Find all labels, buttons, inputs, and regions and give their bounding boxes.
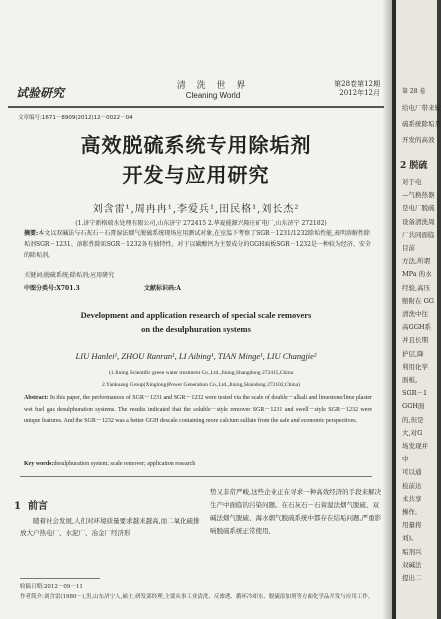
next-page-line: SGR－1: [402, 389, 428, 398]
english-affiliation: [30, 367, 372, 391]
next-page-line: 术共享: [402, 494, 422, 503]
next-page-line: 对于电: [402, 178, 422, 186]
footnote-received: 收稿日期:2012－09－11: [20, 584, 83, 590]
next-page-line: 双碱法: [402, 560, 422, 569]
english-title-line-1: Development and application research of special scale removers: [80, 310, 312, 320]
page-gutter: [382, 0, 396, 619]
issue-volume: 第28卷第12期: [334, 80, 380, 88]
next-page-line: 大,对G: [402, 428, 423, 437]
next-page-line: 中: [402, 455, 409, 464]
next-page-line: 清洗中往: [402, 310, 428, 318]
next-page-line: 检前达: [402, 481, 422, 490]
next-page-line: 方法,所谓: [402, 257, 431, 266]
page-header: [8, 80, 384, 108]
next-page-line: 开发的高效: [402, 136, 435, 144]
next-page-line: 刘)。: [402, 534, 418, 543]
next-page-line: 并且长期: [402, 336, 428, 345]
section-heading-1: [14, 497, 48, 512]
section-title: 前言: [27, 501, 48, 512]
next-page-line: 用量将: [402, 521, 422, 530]
footnote-divider: [20, 578, 100, 579]
classification-number: 中图分类号:X701.3: [24, 285, 80, 292]
section-number: 1: [14, 501, 21, 512]
english-abstract-text: In this paper, the performances of SGR－1231 and SGR－1232 were tested via the scale of double－alkali and limestone/lime plaster wet fuel gas desulphuration systems. The results indicated that the soluble－style remover SGR－1231 and swell－style SGR－1232 were unique features. And the SGR－1232 was a better GGH descale containing more calcium sulfate from the safe and economic perspectives.: [24, 395, 373, 424]
next-page-line: 经验,高压: [402, 283, 431, 292]
next-page-line: 目前: [402, 244, 415, 252]
footnote-author: 作者简介:刘含雷(1980－),男,山东济宁人,硕士,研发部经理,主要从事工业清洗、反渗透、循环冷却水、脱硫添加剂等方面化学品开发与应用工作。: [20, 594, 374, 600]
next-section-number: 2: [400, 161, 407, 171]
next-page-line: GGH面: [402, 402, 425, 411]
next-page-line: 硫系统除垢是: [402, 120, 441, 128]
abstract-label: 摘要:: [24, 230, 39, 237]
english-keywords: [24, 461, 195, 467]
next-page-line: 厂共同面临: [402, 230, 435, 239]
english-authors: LIU Hanlei¹, ZHOU Ranran¹, LI Aibing¹, TIAN Minge¹, LIU Changjie²: [75, 351, 317, 361]
next-page-line: 给电厂带来较: [402, 104, 441, 112]
english-title: [20, 308, 372, 336]
journal-name-cn: 清 洗 世 界: [176, 81, 250, 91]
english-title-line-2: on the desulphuration systems: [141, 324, 251, 334]
footnote: [20, 582, 380, 602]
next-page-edge: [396, 0, 441, 619]
document-code: 文献标识码:A: [144, 285, 181, 292]
body-column-left: 随着社会发展,人们对环境质量要求越来越高,而二氧化硫排放大户热电厂、水泥厂、冶金厂经济形: [20, 517, 200, 537]
next-page-line: 的,但是: [402, 415, 424, 424]
keywords-cn: 关键词:脱硫系统;除垢剂;应用研究: [24, 272, 115, 279]
authors: 刘含雷¹,周冉冉¹,李爱兵¹,田民格¹,刘长杰²: [92, 204, 300, 215]
next-page-line: 赔附在 GG: [402, 296, 434, 305]
journal-name-en: Cleaning World: [185, 91, 241, 100]
affiliation: (1.济宁新格瑞水处理有限公司,山东济宁 272415 2.华夏能源兴隆庄矿电厂,山东济宁 272102): [75, 220, 327, 227]
section-divider: [20, 476, 372, 477]
classification-row: [24, 283, 181, 292]
next-page-line: 护层,降: [402, 349, 424, 358]
next-page-line: 垢剂兴: [402, 547, 422, 556]
next-page-header: 第 28 卷: [402, 88, 426, 95]
next-page-line: 是电厂脱硫: [402, 204, 435, 213]
next-page-line: 提出二: [402, 574, 422, 582]
abstract-text: 本文以双碱法与石灰石－石膏湿法烟气脱硫系统现场应用测试对象,在室温下考察了SGR－1231/1232除垢性能,表明溶解性除垢剂SGR－1231、溶胀性除垢SGR－1232各有独特性。对于以碳酸钙为主要成分的GGH面板SGR－1232是一种较为经济、安全的除垢剂。: [24, 230, 371, 259]
next-section-title: 脱硫: [409, 161, 428, 171]
next-page-line: 面板。: [402, 376, 422, 384]
next-page-line: 场发现并: [402, 442, 428, 450]
english-abstract-label: Abstract:: [24, 395, 49, 401]
issue-date: 2012年12月: [339, 89, 380, 97]
abstract-cn: [24, 228, 372, 261]
english-affiliation-line-1: (1.Jining Scientific green water treatment Co.,Ltd.,Jining,Shangdong 272415,China: [108, 370, 294, 376]
next-page-line: 高GGH系: [402, 323, 432, 332]
next-page-section-heading: [400, 158, 427, 171]
next-page-line: MPa 的水: [402, 270, 432, 279]
issue-info: [334, 80, 380, 98]
article-title: [20, 130, 372, 190]
english-abstract: [24, 393, 372, 428]
journal-column-label: 试验研究: [16, 86, 65, 100]
next-page-line: 利用化学: [402, 362, 428, 371]
next-page-line: 可以通: [402, 468, 422, 477]
english-keywords-label: Key words:: [24, 461, 54, 467]
body-column-right: 势又非常严峻,这些企业正在寻求一种高效经济的手段来解决生产中面临的污染问题。在石灰石－石膏湿法烟气脱硫、双碱法烟气脱硫、海水烟气脱硫系统中都存在结垢问题,严重影响脱硫系统正常使用,: [210, 488, 382, 535]
next-page-line: 设备清洗周: [402, 217, 435, 226]
title-line-1: 高效脱硫系统专用除垢剂: [80, 133, 312, 157]
journal-name: [158, 78, 268, 100]
article-number: 文章编号:1671－8909(2012)12－0022－04: [18, 115, 133, 121]
next-page-line: —气换热器: [402, 191, 435, 200]
english-affiliation-line-2: 2.Yankuang Group(Xinglong)Power Generation Co.,Ltd.,Jining,Shandong 272102,China): [102, 382, 300, 388]
english-keywords-text: desulphuration system; scale remover; application research: [53, 461, 196, 467]
title-line-2: 开发与应用研究: [122, 163, 270, 187]
next-page-line: 操作,: [402, 508, 418, 516]
